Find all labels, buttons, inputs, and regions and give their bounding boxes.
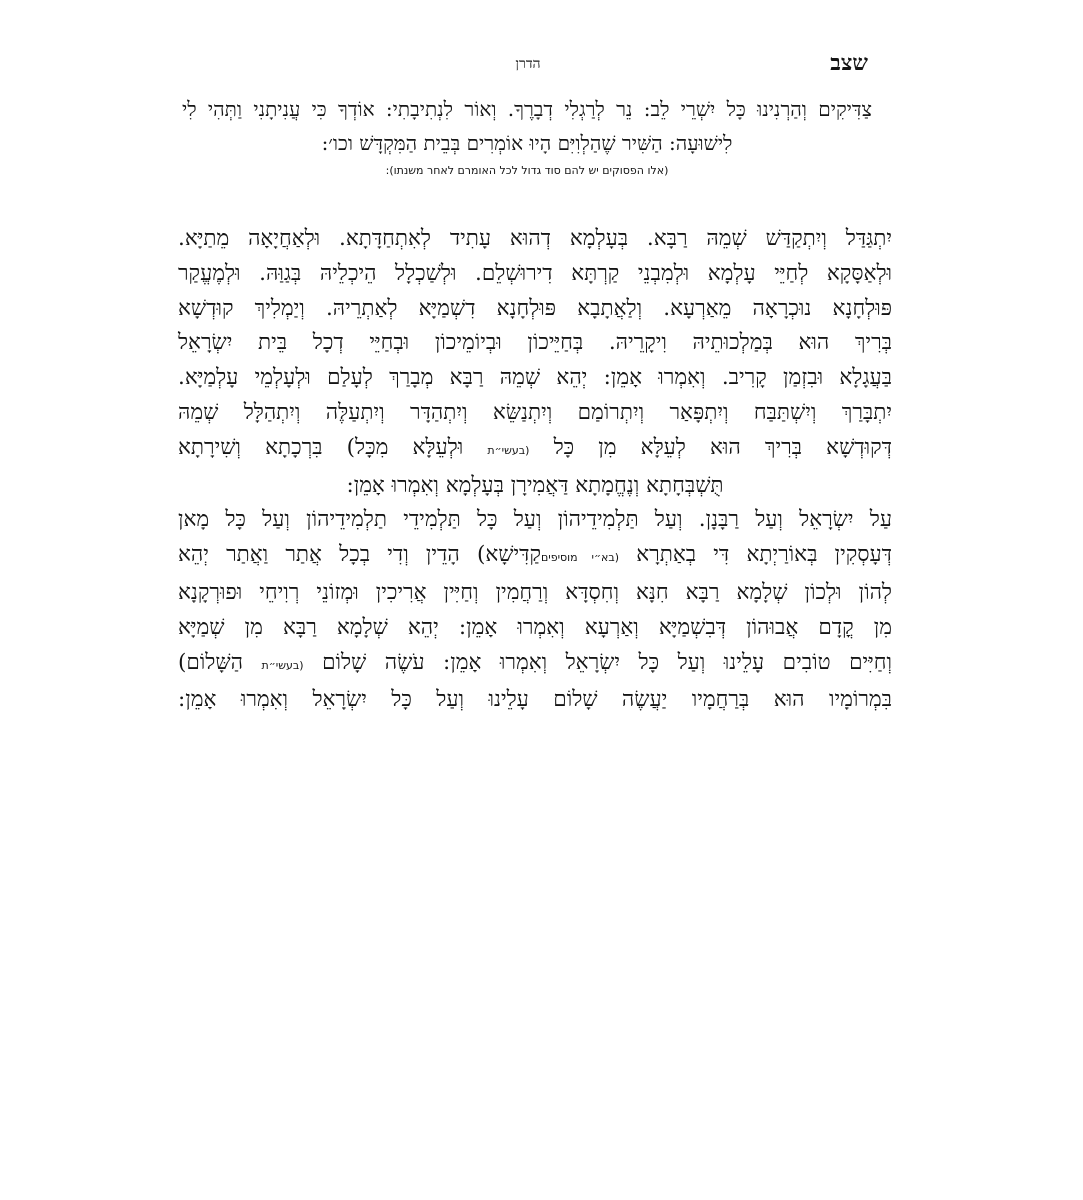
kaddish-line: פּוּלְחָנָא נוּכְרָאָה מֵאַרְעָא. וְלַאֲתָבָא פּוּלְחָנָא דִשְׁמַיָּא לְאַתְרֵיהּ. וְיַמְלִיךְ קוּדְשָׁא — [178, 295, 892, 321]
kaddish-line: בִּמְרוֹמָיו הוּא בְּרַחֲמָיו יַעֲשֶׂה שָׁלוֹם עָלֵינוּ וְעַל כָּל יִשְׂרָאֵל וְאִמְרוּ אָמֵן: — [178, 687, 892, 713]
kaddish-line — [178, 646, 892, 684]
kaddish-line: בַּעֲגָלָא וּבִזְמַן קָרִיב. וְאִמְרוּ אָמֵן: יְהֵא שְׁמֵהּ רַבָּא מְבָרַךְ לְעָלַם וּלְעָלְמֵי עָלְמַיָּא. — [178, 365, 892, 391]
kaddish-text-segment: דְּקוּדְשָׁא בְּרִיךְ הוּא לְעֵלָּא מִן כָּל — [529, 434, 892, 460]
kaddish-line: עַל יִשְׂרָאֵל וְעַל רַבָּנָן. וְעַל תַּלְמִידֵיהוֹן וְעַל כָּל תַּלְמִידֵי תַלְמִידֵיהוֹן וְעַל כָּל מָאן — [178, 507, 892, 533]
kaddish-text-segment: הַשָּׁלוֹם) — [178, 649, 262, 675]
kaddish-line: יִתְגַּדַּל וְיִתְקַדַּשׁ שְׁמֵהּ רַבָּא. בְּעָלְמָא דְהוּא עָתִיד לְאִתְחַדָּתָא. וּלְאַחֲיָאָה מֵתַיָּא. — [178, 226, 892, 251]
intro-note: (אלו הפסוקים יש להם סוד גדול לכל האומרם לאחר משנתו): — [385, 164, 669, 177]
intro-line-1: צַדִּיקִים וְהַרְנִינוּ כָּל יִשְׁרֵי לֵב: נֵר לְרַגְלִי דְבָרֶךָ. וְאוֹר לִנְתִיבָתִי: אוֹדְךָ כִּי עֲנִיתָנִי וַתְּהִי לִי — [182, 97, 872, 121]
inline-note: (בא״י מוסיפים — [540, 551, 620, 565]
inline-note: (בעשי״ת — [261, 658, 304, 672]
inline-note: (בעשי״ת — [487, 443, 530, 457]
intro-line-2: לִישׁוּעָה: הַשִּׁיר שֶׁהַלְוִיִּם הָיוּ אוֹמְרִים בְּבֵית הַמִּקְדָּשׁ וכו׳: — [321, 131, 733, 155]
kaddish-line: לְהוֹן וּלְכוֹן שְׁלָמָא רַבָּא חִנָּא וְחִסְדָּא וְרַחֲמִין וְחַיִּין אֲרִיכִין וּמְזוֹנֵי רְוִיחֵי וּפוּרְקָנָא — [178, 579, 892, 605]
kaddish-text-segment: וְחַיִּים טוֹבִים עָלֵינוּ וְעַל כָּל יִשְׂרָאֵל וְאִמְרוּ אָמֵן: עֹשֶׂה שָׁלוֹם — [303, 649, 892, 675]
kaddish-line — [178, 431, 892, 469]
kaddish-line — [178, 538, 892, 576]
kaddish-text-segment: דְּעָסְקִין בְּאוֹרַיְתָא דִּי בְאַתְרָא — [619, 542, 892, 568]
running-title: הדרן — [515, 56, 541, 72]
kaddish-line: וּלְאַסָּקָא לְחַיֵּי עָלְמָא וּלְמִבְנֵי קַרְתָּא דִירוּשְׁלֵם. וּלְשַׁכְלָל הֵיכְלֵיהּ בְּגַוַּהּ. וּלְמֶעֱקַר — [178, 260, 892, 286]
intro-verses — [182, 92, 872, 180]
kaddish-line: בְּרִיךְ הוּא בְּמַלְכוּתֵיהּ וִיקָרֵיהּ. בְּחַיֵּיכוֹן וּבְיוֹמֵיכוֹן וּבְחַיֵּי דְכָל בֵּית יִשְׂרָאֵל — [178, 330, 892, 356]
page-header — [188, 50, 868, 80]
kaddish-text-segment: וּלְעֵלָּא מִכָּל) בִּרְכָתָא וְשִׁירָתָא — [178, 434, 488, 460]
kaddish-line: מִן קֳדָם אֲבוּהוֹן דְּבִשְׁמַיָּא וְאַרְעָא וְאִמְרוּ אָמֵן: יְהֵא שְׁלָמָא רַבָּא מִן שְׁמַיָּא — [178, 614, 892, 640]
kaddish-line: תֻּשְׁבְּחָתָא וְנֶחֱמָתָא דַּאֲמִירָן בְּעָלְמָא וְאִמְרוּ אָמֵן: — [346, 472, 724, 498]
page-number: שצב — [830, 50, 868, 76]
kaddish-line: יִתְבָּרַךְ וְיִשְׁתַּבַּח וְיִתְפָּאַר וְיִתְרוֹמַם וְיִתְנַשֵּׂא וְיִתְהַדָּר וְיִתְעַלֶּה וְיִתְהַלָּל שְׁמֵהּ — [178, 399, 892, 425]
kaddish-text-segment: קַדִּישָׁא) הָדֵין וְדִי בְכָל אֲתַר וַאֲתַר יְהֵא — [178, 542, 541, 568]
kaddish-text — [178, 222, 892, 718]
